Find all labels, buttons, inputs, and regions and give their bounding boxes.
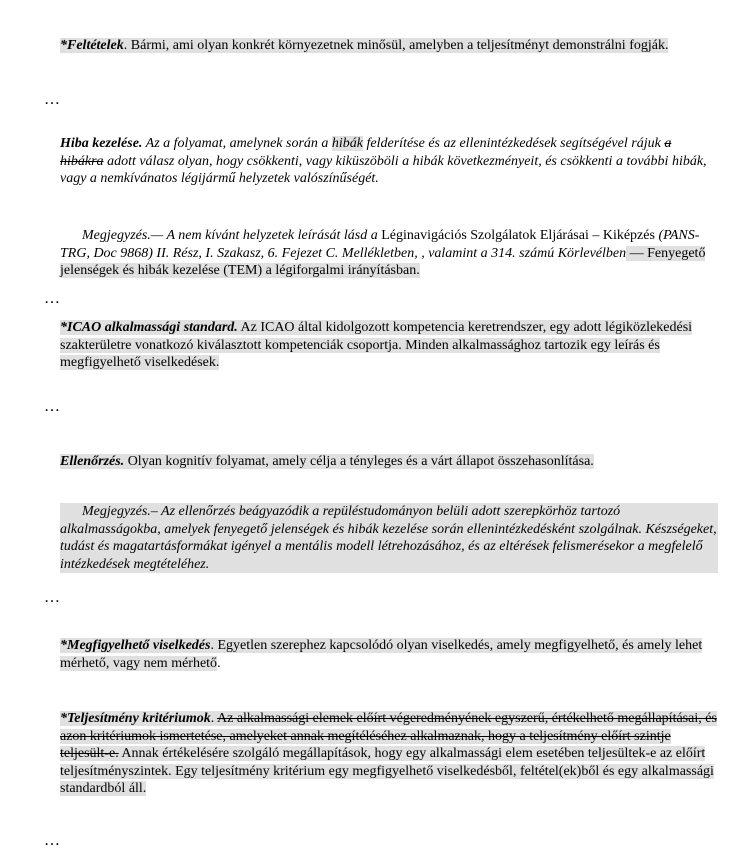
highlighted-word: hibák (331, 136, 364, 151)
note-text: Megjegyzés.– Az ellenőrzés beágyazódik a repüléstudományon belüli adott szerepkörhöz tartozó alkalmasságokba, amelyek fenyegető jelenségek és hibák kezelése során ellenintézkedésként szolgálnak. Készségeket, tudást és magatartásformákat igényel a mentális modell létrehozásához, és az eltérések felismerésekor a megfelelő intézkedések megtételéhez. (60, 504, 717, 572)
note-ellenorzes (60, 503, 718, 573)
definition-text: . (217, 655, 221, 671)
ellipsis-separator: … (44, 91, 62, 108)
term-hiba-kezelese: Hiba kezelése. (60, 136, 143, 151)
term-megfigyelheto-viselkedes: *Megfigyelhető viselkedés (60, 638, 211, 653)
note-text: (PANS-TRG, Doc 9868) II. Rész, I. Szakasz, 6. Fejezet C. Mellékletben, , valamint a 314. számú Körlevélben (60, 228, 700, 261)
definition-text: adott válasz olyan, hogy csökkenti, vagy kiküszöböli a hibák következményeit, és csökkenti a további hibák, vagy a nemkívánatos légijármű helyzetek valószínűségét. (60, 153, 707, 186)
note-text: Léginavigációs Szolgálatok Eljárásai – Kiképzés (381, 228, 659, 243)
definition-teljesitmeny-kriteriumok (60, 710, 718, 798)
note-hiba-kezelese (60, 227, 718, 280)
note-text: Megjegyzés.— A nem kívánt helyzetek leírását lásd a (82, 228, 382, 243)
definition-icao-standard (60, 319, 718, 372)
definition-text: Annak értékelésére szolgáló megállapítások, hogy egy alkalmassági elem esetében teljesültek-e az előírt teljesítményszintek. Egy teljesítmény kritérium egy megfigyelhető viselkedésből, feltétel(ek)ből és egy alkalmassági standardból áll. (60, 746, 714, 796)
note-text: — Fenyegető jelenségek és hibák kezelése (TEM) a légiforgalmi irányításban. (60, 245, 706, 278)
definition-feltetelek (60, 37, 718, 55)
definition-text: Az a folyamat, amelynek során a (142, 136, 332, 151)
ellipsis-separator: … (44, 832, 62, 849)
definition-text: felderítése és az ellenintézkedések segítségével rájuk (363, 136, 665, 151)
definition-ellenorzes (60, 453, 718, 471)
definition-text: . Egyetlen szerephez kapcsolódó olyan viselkedés, amely megfigyelhető, és amely lehet mérhető, vagy nem (60, 638, 703, 671)
term-ellenorzes: Ellenőrzés. (60, 454, 125, 469)
definition-text: . Bármi, ami olyan konkrét környezetnek minősül, amelyben a teljesítményt demonstrálni fogják. (123, 38, 669, 53)
highlighted-word: mérhető (171, 655, 218, 671)
deleted-text: a hibákra (60, 136, 672, 169)
definition-text: megfigyelhető viselkedések. (60, 355, 220, 370)
ellipsis-separator: … (44, 290, 62, 307)
ellipsis-separator: … (44, 589, 62, 606)
deleted-text: Az alkalmassági elemek előírt végeredményének egyszerű, értékelhető megállapításai, és azon kritériumok ismertetése, amelyeket annak megítéléséhez alkalmaznak, hogy a teljesítmény előírt szintje teljesült-e. (60, 711, 717, 761)
definition-text: . (210, 711, 217, 726)
ellipsis-separator: … (44, 398, 62, 415)
term-teljesitmeny-kriteriumok: *Teljesítmény kritériumok (60, 711, 211, 726)
definition-hiba-kezelese (60, 135, 718, 188)
term-icao-standard: *ICAO alkalmassági standard. (60, 320, 238, 335)
term-feltetelek: *Feltételek (60, 38, 124, 53)
definition-text: Az ICAO által kidolgozott kompetencia keretrendszer, egy adott légiközlekedési szakterületre vonatkozó kiválasztott kompetenciák csoportja. Minden alkalmassághoz tartozik egy leírás és (60, 320, 693, 353)
definition-megfigyelheto-viselkedes (60, 637, 718, 672)
definition-text: Olyan kognitív folyamat, amely célja a tényleges és a várt állapot összehasonlítása. (124, 454, 594, 469)
